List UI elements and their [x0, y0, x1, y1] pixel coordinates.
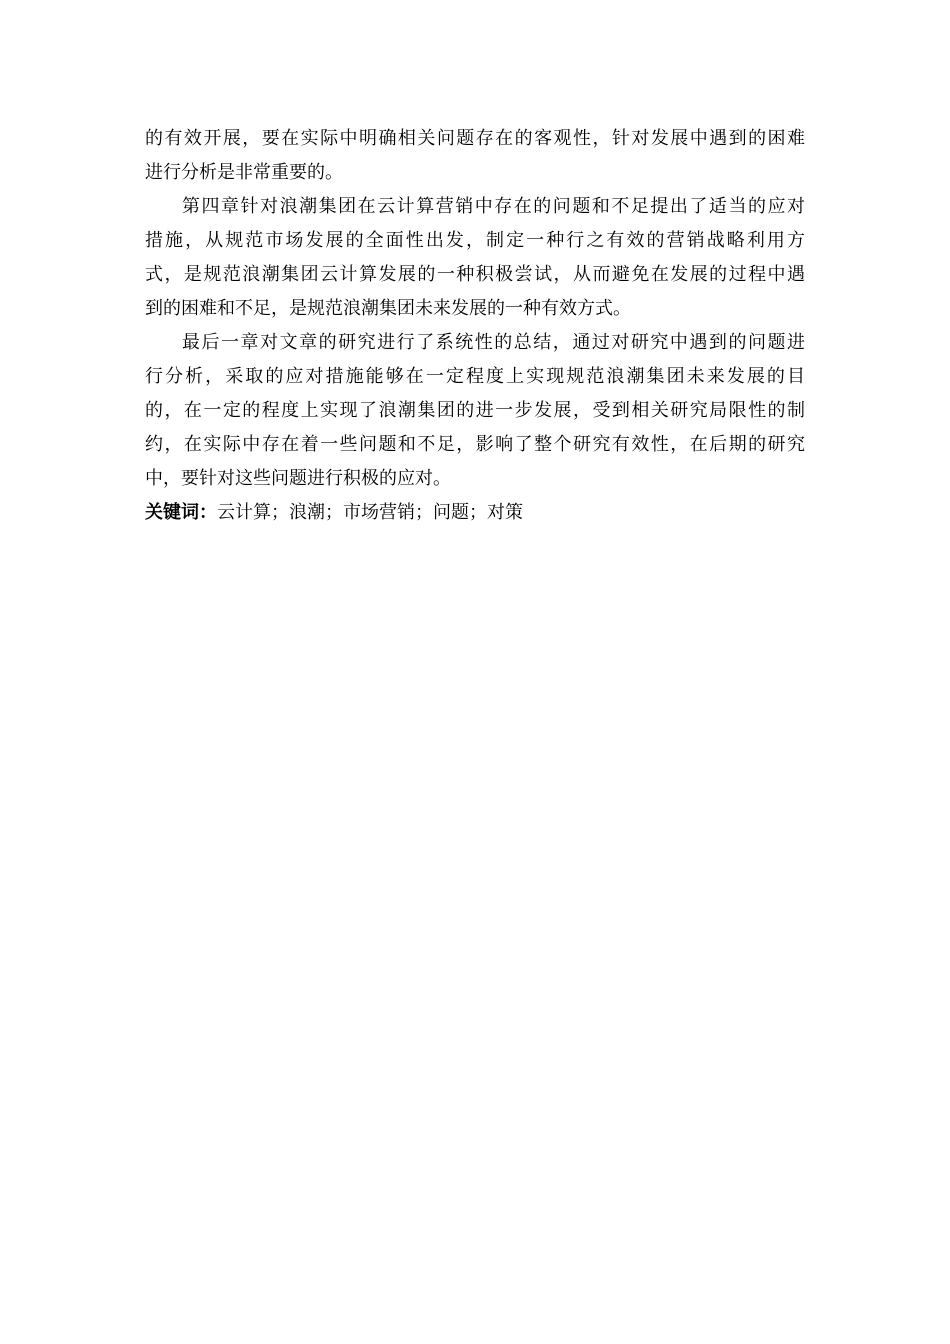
- page-body: [145, 122, 805, 530]
- paragraph-1: [145, 122, 805, 190]
- paragraph-line: 进行分析是非常重要的。: [145, 162, 343, 183]
- paragraph-line: 最后一章对文章的研究进行了系统性的总结，通过对研究中遇到的问题进: [182, 332, 805, 353]
- keywords-label: 关键词：: [145, 502, 217, 523]
- paragraph-line: 第四章针对浪潮集团在云计算营销中存在的问题和不足提出了适当的应对: [182, 196, 805, 217]
- paragraph-line: 行分析，采取的应对措施能够在一定程度上实现规范浪潮集团未来发展的目: [145, 366, 805, 387]
- paragraph-line: 措施，从规范市场发展的全面性出发，制定一种行之有效的营销战略利用方: [145, 230, 805, 251]
- paragraph-line: 约，在实际中存在着一些问题和不足，影响了整个研究有效性，在后期的研究: [145, 434, 805, 455]
- paragraph-line: 式，是规范浪潮集团云计算发展的一种积极尝试，从而避免在发展的过程中遇: [145, 264, 805, 285]
- paragraph-line: 的有效开展，要在实际中明确相关问题存在的客观性，针对发展中遇到的困难: [145, 128, 805, 149]
- keywords-line: [145, 496, 805, 530]
- paragraph-3: [145, 326, 805, 496]
- keywords-text: 云计算；浪潮；市场营销；问题；对策: [217, 502, 523, 523]
- paragraph-line: 中，要针对这些问题进行积极的应对。: [145, 468, 451, 489]
- paragraph-line: 到的困难和不足，是规范浪潮集团未来发展的一种有效方式。: [145, 298, 631, 319]
- paragraph-line: 的，在一定的程度上实现了浪潮集团的进一步发展，受到相关研究局限性的制: [145, 400, 805, 421]
- paragraph-2: [145, 190, 805, 326]
